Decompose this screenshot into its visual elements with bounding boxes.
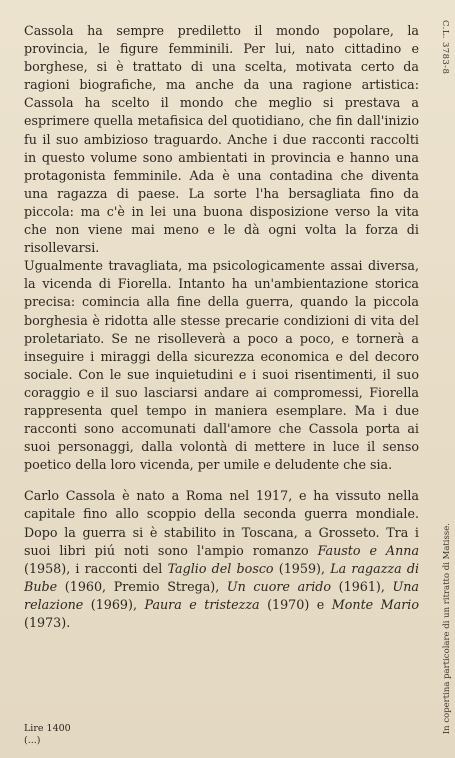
- catalog-code: C.L. 3783-8: [440, 20, 450, 75]
- bio-text: (1958), i racconti del: [24, 560, 168, 576]
- price-label: Lire 1400: [24, 723, 71, 734]
- book-title: Un cuore arido: [226, 578, 332, 594]
- book-title: Taglio del bosco: [167, 560, 274, 576]
- author-bio: [24, 487, 419, 632]
- bio-text: (1959),: [273, 560, 331, 576]
- blurb-paragraph-1: Cassola ha sempre prediletto il mondo popolare, la provincia, le figure femminili. Per lui, nato cittadino e borghese, si è trattato di una scelta, motivata certo da ragioni biografiche, ma anche da una ragione artistica: Cassola ha scelto il mondo che meglio si prestava a esprimere quella metafisica del quotidiano, che fin dall'inizio fu il suo ambizioso traguardo. Anche i due racconti raccolti in questo volume sono ambientati in provincia e hanno una protagonista femminile. Ada è una contadina che diventa una ragazza di paese. La sorte l'ha bersagliata fino da piccola: ma c'è in lei una buona disposizione verso la vita che non viene mai meno e le dà ogni volta la forza di risollevarsi.: [24, 23, 419, 256]
- book-title: Fausto e Anna: [317, 542, 420, 558]
- bio-text: (1969),: [83, 596, 145, 612]
- bio-text: (1973).: [24, 615, 71, 630]
- price-note: (...): [24, 735, 41, 746]
- price-block: [24, 723, 71, 747]
- book-title: Paura e tristezza: [144, 596, 260, 612]
- book-title: La ragazza di Bube: [24, 560, 420, 594]
- book-title: Una relazione: [24, 578, 419, 612]
- bio-text: (1960, Premio Strega),: [57, 578, 227, 594]
- blurb-paragraph-2: Ugualmente travagliata, ma psicologicamente assai diversa, la vicenda di Fiorella. Intanto ha un'ambientazione storica precisa: comincia alla fine della guerra, quando la piccola borghesia è ridotta alle stesse precarie condizioni di vita del proletariato. Se ne risolleverà a poco a poco, e tornerà a inseguire i miraggi della sicurezza economica e del decoro sociale. Con le sue inquietudini e i suoi risentimenti, il suo coraggio e il suo lasciarsi andare ai compromessi, Fiorella rappresenta quel tempo in maniera esemplare. Ma i due racconti sono accomunati dall'amore che Cassola porta ai suoi personaggi, dalla volontà di mettere in luce il senso poetico della loro vicenda, per umile e deludente che sia.: [24, 258, 419, 473]
- bio-text: Carlo Cassola è nato a Roma nel 1917, e ha vissuto nella capitale fino allo scoppio della seconda guerra mondiale. Dopo la guerra si è stabilito in Toscana, a Grosseto. Tra i suoi libri piú noti sono l'ampio romanzo: [24, 488, 419, 558]
- paragraph-spacer: [24, 474, 419, 487]
- bio-text: (1961),: [331, 578, 393, 594]
- cover-credit: In copertina particolare di un ritratto di Matisse.: [442, 522, 452, 734]
- book-title: Monte Mario: [331, 596, 419, 612]
- text-column: [24, 22, 419, 632]
- bio-text: (1970) e: [259, 596, 332, 612]
